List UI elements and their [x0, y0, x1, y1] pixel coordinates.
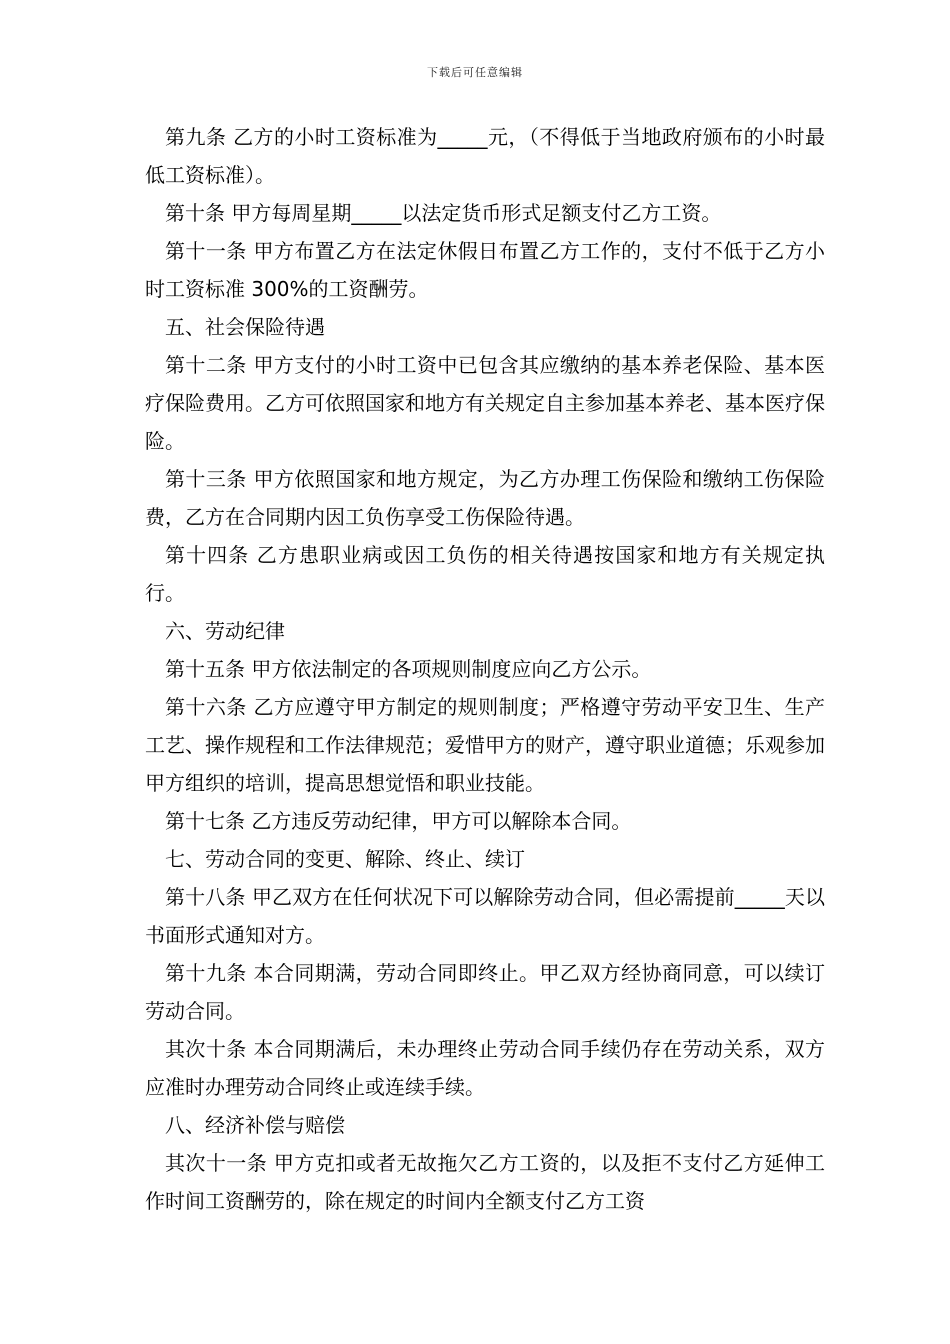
article-14: 第十四条 乙方患职业病或因工负伤的相关待遇按国家和地方有关规定执行。 [145, 543, 825, 605]
article-20: 其次十条 本合同期满后，未办理终止劳动合同手续仍存在劳动关系，双方应准时办理劳动合同终止或连续手续。 [145, 1037, 825, 1099]
page-header: 下载后可任意编辑 [427, 66, 523, 79]
section-heading-labor-discipline: 六、劳动纪律 [165, 619, 285, 643]
article-11: 第十一条 甲方布置乙方在法定休假日布置乙方工作的，支付不低于乙方小时工资标准 300%的工资酬劳。 [145, 239, 825, 301]
article-16: 第十六条 乙方应遵守甲方制定的规则制度；严格遵守劳动平安卫生、生产工艺、操作规程和工作法律规范；爱惜甲方的财产，遵守职业道德；乐观参加甲方组织的培训，提高思想觉悟和职业技能。 [145, 695, 825, 795]
article-13: 第十三条 甲方依照国家和地方规定，为乙方办理工伤保险和缴纳工伤保险费，乙方在合同期内因工负伤享受工伤保险待遇。 [145, 467, 825, 529]
article-9: 第九条 乙方的小时工资标准为_____元，（不得低于当地政府颁布的小时最低工资标准）。 [145, 125, 825, 187]
article-15: 第十五条 甲方依法制定的各项规则制度应向乙方公示。 [165, 657, 652, 681]
document-body [145, 118, 825, 1220]
section-heading-compensation: 八、经济补偿与赔偿 [165, 1113, 345, 1137]
article-12: 第十二条 甲方支付的小时工资中已包含其应缴纳的基本养老保险、基本医疗保险费用。乙方可依照国家和地方有关规定自主参加基本养老、基本医疗保险。 [145, 353, 825, 453]
article-17: 第十七条 乙方违反劳动纪律，甲方可以解除本合同。 [165, 809, 632, 833]
section-heading-contract-changes: 七、劳动合同的变更、解除、终止、续订 [165, 847, 525, 871]
section-heading-social-insurance: 五、社会保险待遇 [165, 315, 325, 339]
article-21: 其次十一条 甲方克扣或者无故拖欠乙方工资的，以及拒不支付乙方延伸工作时间工资酬劳的，除在规定的时间内全额支付乙方工资 [145, 1151, 825, 1213]
article-19: 第十九条 本合同期满，劳动合同即终止。甲乙双方经协商同意，可以续订劳动合同。 [145, 961, 825, 1023]
article-18: 第十八条 甲乙双方在任何状况下可以解除劳动合同，但必需提前_____天以书面形式通知对方。 [145, 885, 825, 947]
article-10: 第十条 甲方每周星期_____以法定货币形式足额支付乙方工资。 [165, 201, 722, 225]
